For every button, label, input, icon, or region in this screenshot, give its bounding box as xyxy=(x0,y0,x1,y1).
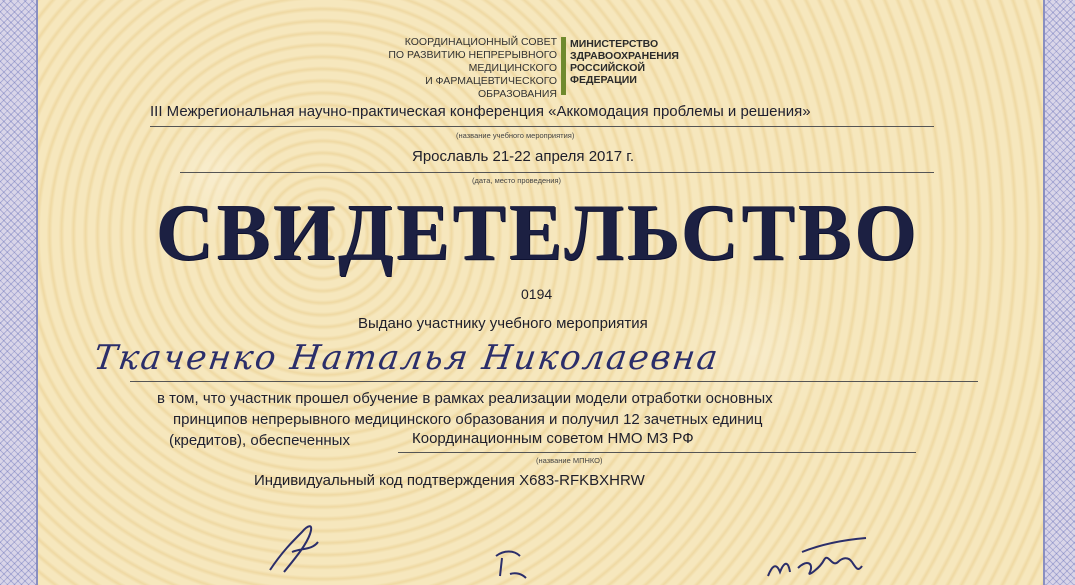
signature-3 xyxy=(762,532,872,582)
council-line: И ФАРМАЦЕВТИЧЕСКОГО xyxy=(425,75,557,87)
provider-name: Координационным советом НМО МЗ РФ xyxy=(412,430,694,447)
decorative-border-left xyxy=(0,0,38,585)
body-line: принципов непрерывного медицинского образования и получил 12 зачетных единиц xyxy=(173,411,763,428)
event-name-caption: (название учебного мероприятия) xyxy=(456,131,575,140)
confirmation-code: Индивидуальный код подтверждения Х683-RFKBXHRW xyxy=(254,472,645,489)
underline xyxy=(180,172,934,173)
underline xyxy=(398,452,916,453)
certificate-title: СВИДЕТЕЛЬСТВО xyxy=(155,189,920,277)
council-line: ПО РАЗВИТИЮ НЕПРЕРЫВНОГО xyxy=(388,49,557,61)
ministry-line: ЗДРАВООХРАНЕНИЯ xyxy=(570,50,679,62)
body-line: в том, что участник прошел обучение в рамках реализации модели отработки основных xyxy=(157,390,773,407)
issued-to-label: Выдано участнику учебного мероприятия xyxy=(358,315,648,332)
event-name: III Межрегиональная научно-практическая конференция «Аккомодация проблемы и решения» xyxy=(150,103,811,120)
council-line: КООРДИНАЦИОННЫЙ СОВЕТ xyxy=(404,36,557,48)
ministry-line: МИНИСТЕРСТВО xyxy=(570,38,659,50)
council-name xyxy=(384,36,557,101)
logo-divider-bar xyxy=(561,37,566,95)
event-place-date: Ярославль 21-22 апреля 2017 г. xyxy=(412,148,635,165)
decorative-border-right xyxy=(1043,0,1075,585)
place-date-caption: (дата, место проведения) xyxy=(472,176,562,185)
signature-2 xyxy=(490,548,530,583)
ministry-line: РОССИЙСКОЙ xyxy=(570,62,645,74)
recipient-name: Ткаченко Наталья Николаевна xyxy=(91,338,723,378)
certificate-number: 0194 xyxy=(521,286,553,302)
provider-caption: (название МПНКО) xyxy=(536,456,603,465)
council-line: ОБРАЗОВАНИЯ xyxy=(477,88,557,100)
ministry-name xyxy=(570,38,679,86)
council-line: МЕДИЦИНСКОГО xyxy=(468,62,557,74)
signature-1 xyxy=(262,512,332,582)
body-line: (кредитов), обеспеченных xyxy=(169,432,350,449)
ministry-line: ФЕДЕРАЦИИ xyxy=(570,74,637,86)
underline xyxy=(150,126,934,127)
underline xyxy=(130,381,978,382)
